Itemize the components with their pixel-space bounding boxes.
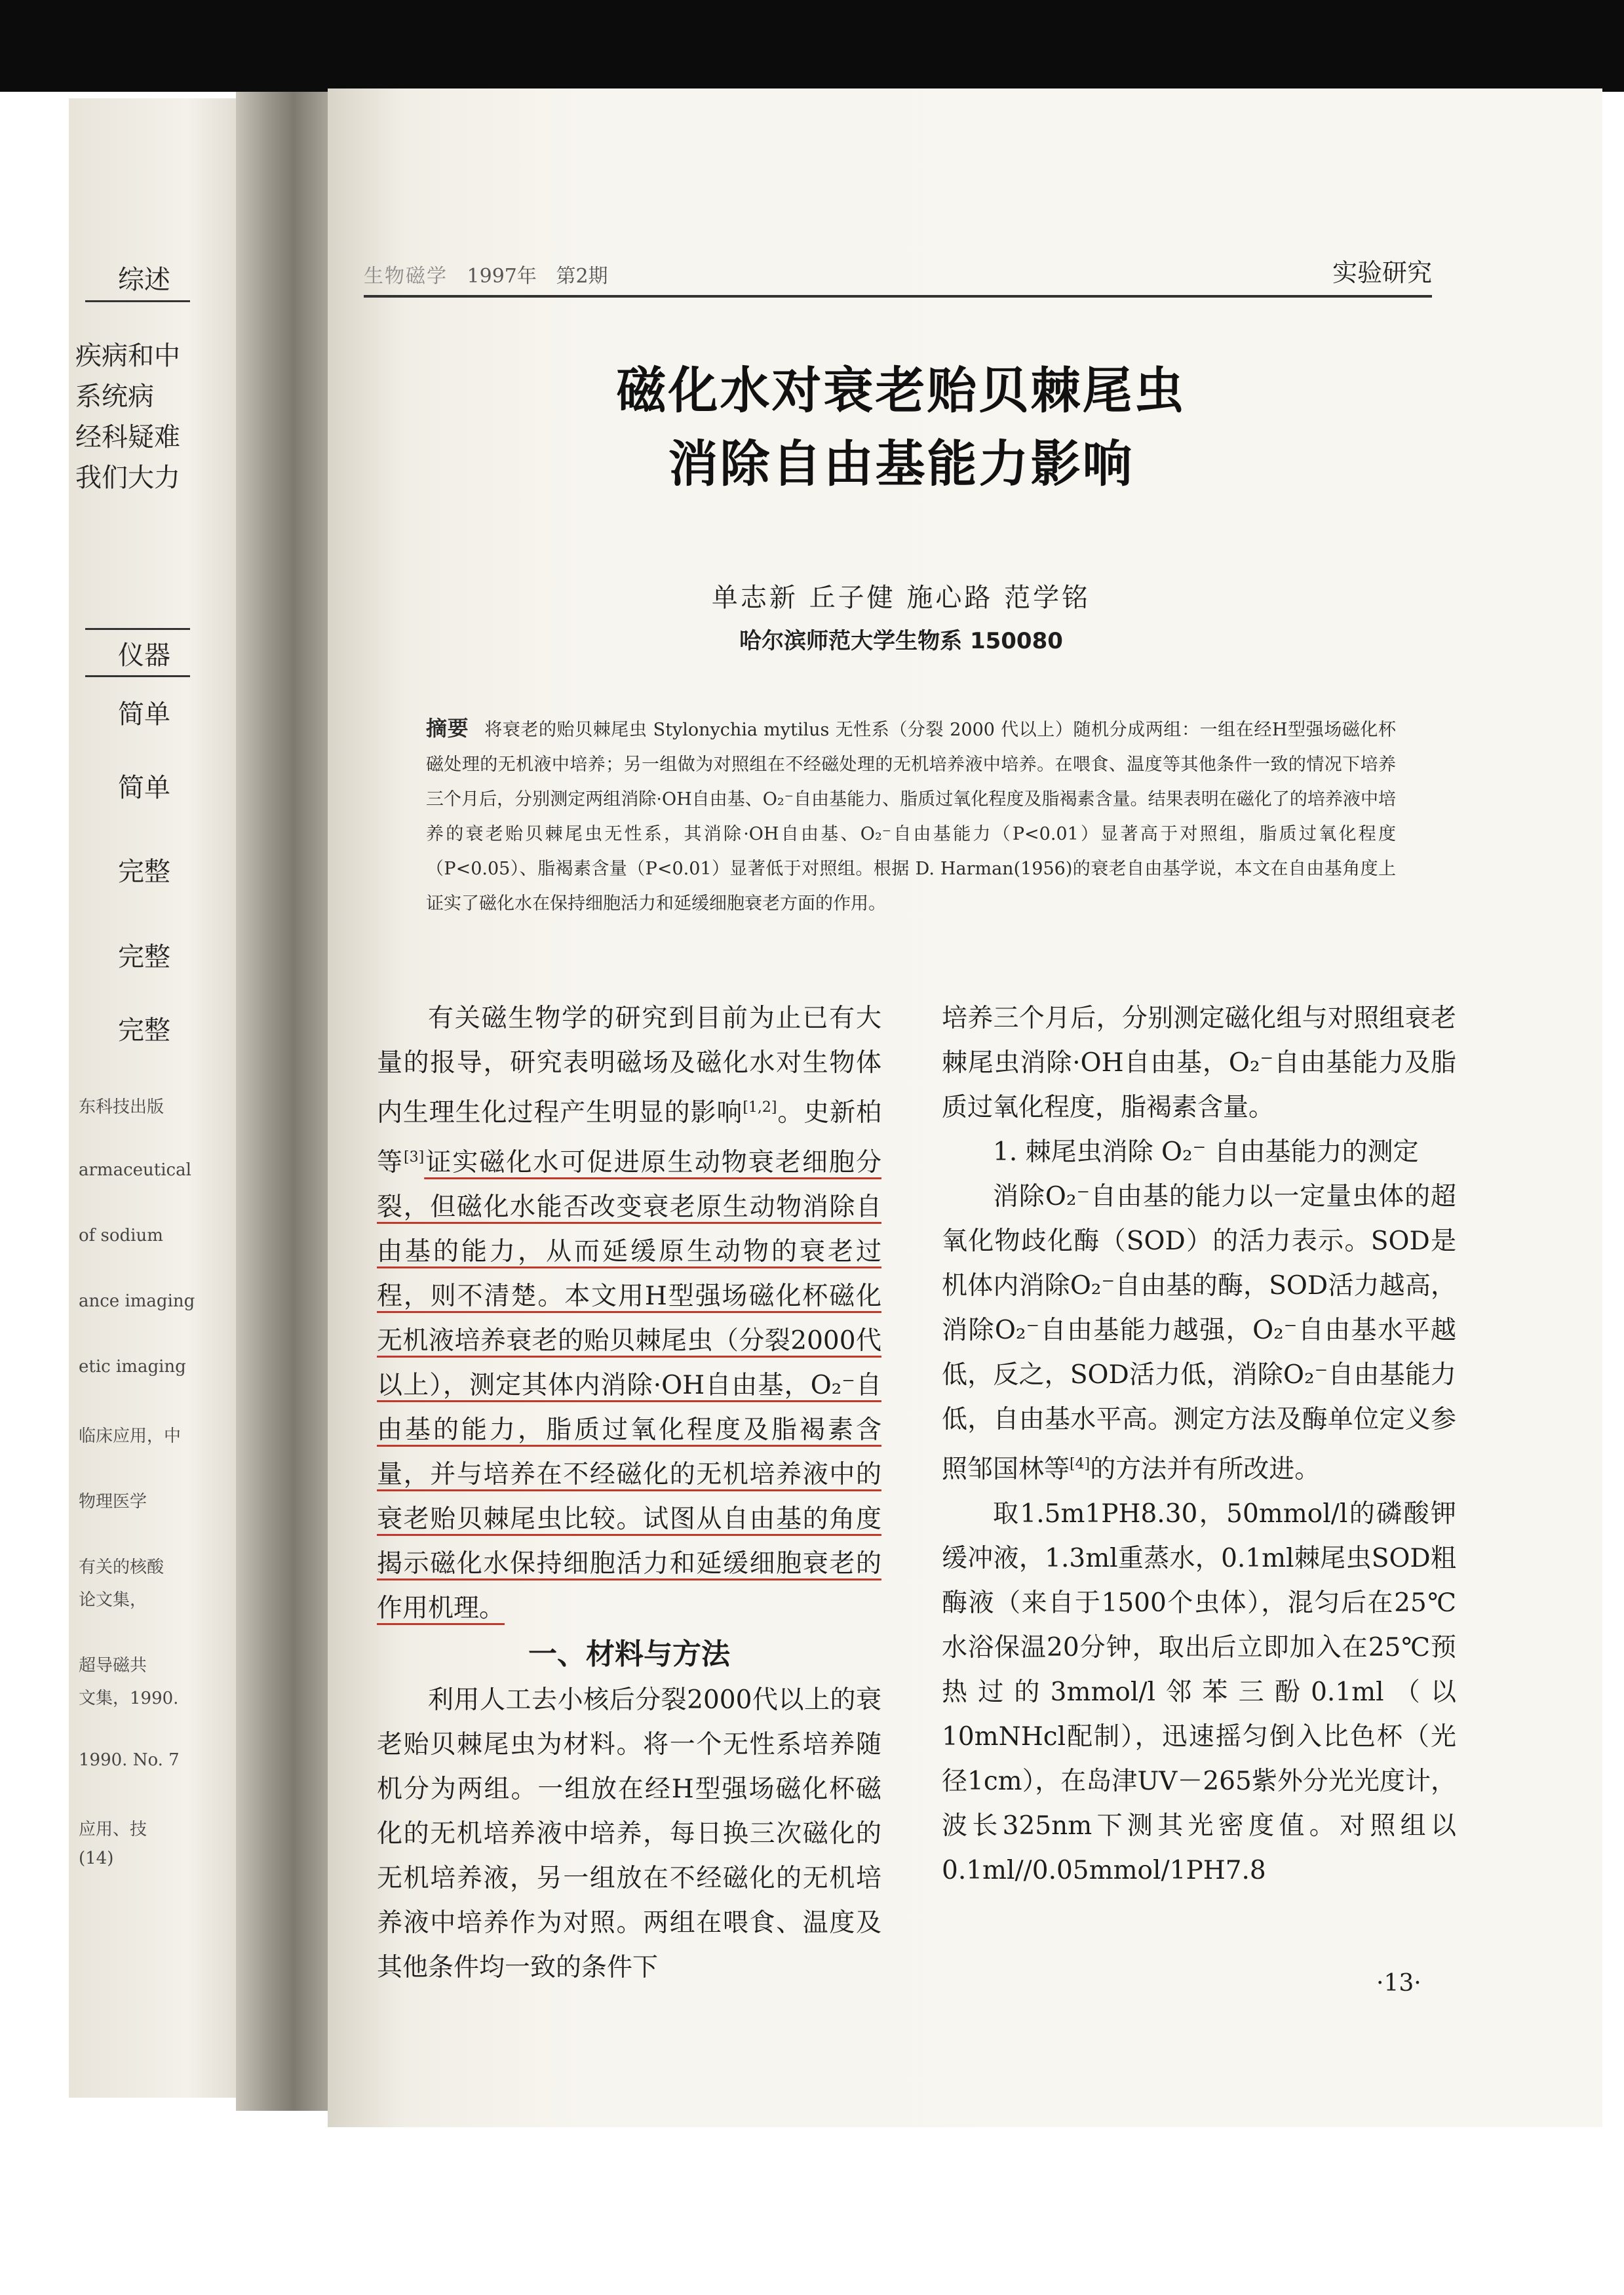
left-page-small: etic imaging [79,1357,186,1377]
journal-name: 生物磁学 [364,265,448,288]
citation: [3] [404,1149,425,1166]
left-page-line: 系统病 [75,382,154,412]
sod-text: 的方法并有所改进。 [1090,1455,1321,1484]
intro-text: 。史新柏等 [377,1098,881,1177]
left-page-small: 有关的核酸 [79,1558,164,1577]
left-page-small: of sodium [79,1226,163,1246]
left-page-item: 完整 [118,857,170,887]
left-page-line: 疾病和中 [75,341,180,371]
left-page-small: 论文集， [79,1590,147,1610]
left-page-small: ance imaging [79,1291,195,1311]
intro-text-underlined: 证实磁化水可促进原生动物衰老细胞分裂，但磁化水能否改变衰老原生动物消除自由基的能力，从而延缓原生动物的衰老过程，则不清楚。本文用H型强场磁化杯磁化无机液培养衰老的贻贝棘尾虫（分裂2000代以上），测定其体内消除·OH自由基，O₂⁻自由基的能力，脂质过氧化程度及脂褐素含量，并与培养在不经磁化的无机培养液中的衰老贻贝棘尾虫比较。试图从自由基的角度揭示磁化水保持细胞活力和延缓细胞衰老的作用机理。 [377,1148,881,1623]
left-page-line: 我们大力 [75,463,180,493]
title-line-1: 磁化水对衰老贻贝棘尾虫 [616,361,1186,420]
authors: 单志新 丘子健 施心路 范学铭 [711,583,1091,613]
left-page-small: 物理医学 [79,1492,147,1512]
intro-text: 有关磁生物学的研究到目前为止已有大量的报导，研究表明磁场及磁化水对生物体内生理生化过程产生明显的影响 [377,1004,881,1128]
abstract [426,711,1396,921]
abstract-text: 将衰老的贻贝棘尾虫 Stylonychia mytilus 无性系（分裂 2000 代以上）随机分成两组：一组在经H型强场磁化杯磁处理的无机液中培养；另一组做为对照组在不经磁处理的无机培养液中培养。在喂食、温度等其他条件一致的情况下培养三个月后，分别测定两组消除·OH自由基、O₂⁻自由基能力、脂质过氧化程度及脂褐素含量。结果表明在磁化了的培养液中培养的衰老贻贝棘尾虫无性系，其消除·OH自由基、O₂⁻自由基能力（P<0.01）显著高于对照组，脂质过氧化程度（P<0.05）、脂褐素含量（P<0.01）显著低于对照组。根据 D. Harman(1956)的衰老自由基学说，本文在自由基角度上证实了磁化水在保持细胞活力和延缓细胞衰老方面的作用。 [426,720,1396,914]
citation: [4] [1070,1456,1091,1472]
methods-paragraph: 利用人工去小核后分裂2000代以上的衰老贻贝棘尾虫为材料。将一个无性系培养随机分为两组。一组放在经H型强场磁化杯磁化的无机培养液中培养，每日换三次磁化的无机培养液，另一组放在不经磁化的无机培养液中培养作为对照。两组在喂食、温度及其他条件均一致的条件下 [377,1685,881,1982]
page-number: ·13· [1376,1970,1421,1997]
left-page-small: 文集，1990. [79,1689,179,1708]
methods-continued: 培养三个月后，分别测定磁化组与对照组衰老棘尾虫消除·OH自由基，O₂⁻自由基能力及脂质过氧化程度，脂褐素含量。 [942,1004,1456,1122]
left-page-item: 简单 [118,773,170,803]
intro-paragraph [377,996,881,1631]
left-page-small: 临床应用，中 [79,1426,182,1446]
left-page-rule [85,628,190,630]
left-page-small: 东科技出版 [79,1097,164,1117]
procedure-paragraph: 取1.5m1PH8.30，50mmol/l的磷酸钾缓冲液，1.3ml重蒸水，0.1ml棘尾虫SOD粗酶液（来自于1500个虫体），混匀后在25℃水浴保温20分钟，取出后立即加入在25℃预热过的3mmol/l邻苯三酚0.1ml（以10mNHcl配制），迅速摇匀倒入比色杯（光径1cm），在岛津UV－265紫外分光光度计，波长325nm下测其光密度值。对照组以0.1ml//0.05mmol/1PH7.8 [942,1499,1456,1885]
journal-year: 1997年 [467,265,537,288]
journal-issue: 第2期 [556,265,608,288]
left-page-small: armaceutical [79,1160,191,1180]
left-page-heading2: 仪器 [118,640,170,671]
citation: [1,2] [743,1099,777,1116]
left-page-rule [85,675,190,677]
left-page-small: 超导磁共 [79,1656,147,1676]
left-page-item: 完整 [118,1015,170,1046]
left-page-rule [85,300,190,302]
abstract-label: 摘要 [426,716,469,741]
left-page-small: 1990. No. 7 [79,1750,180,1770]
running-header [364,249,1432,298]
sod-paragraph [942,1175,1456,1492]
left-page-lines [75,336,252,498]
journal-info [364,260,608,288]
left-page-item: 简单 [118,699,170,730]
scan-border-top [0,0,1624,92]
subsection-heading: 1. 棘尾虫消除 O₂⁻ 自由基能力的测定 [993,1137,1419,1167]
left-page-line: 经科疑难 [75,422,180,452]
body-column-left [377,996,881,1990]
left-page-small: (14) [79,1849,114,1868]
affiliation: 哈尔滨师范大学生物系 150080 [739,628,1063,654]
sod-text: 消除O₂⁻自由基的能力以一定量虫体的超氧化物歧化酶（SOD）的活力表示。SOD是机体内消除O₂⁻自由基的酶，SOD活力越高，消除O₂⁻自由基能力越强，O₂⁻自由基水平越低，反之，SOD活力低，消除O₂⁻自由基能力低，自由基水平高。测定方法及酶单位定义参照邹国林等 [942,1182,1456,1484]
left-page-item: 完整 [118,942,170,972]
left-page-small: 应用、技 [79,1820,147,1839]
section-label: 实验研究 [1332,258,1432,287]
left-page-heading: 综述 [118,265,170,295]
body-column-right [942,996,1456,1893]
title-line-2: 消除自由基能力影响 [668,435,1134,493]
article-title [367,354,1435,501]
section-heading: 一、材料与方法 [528,1638,730,1671]
